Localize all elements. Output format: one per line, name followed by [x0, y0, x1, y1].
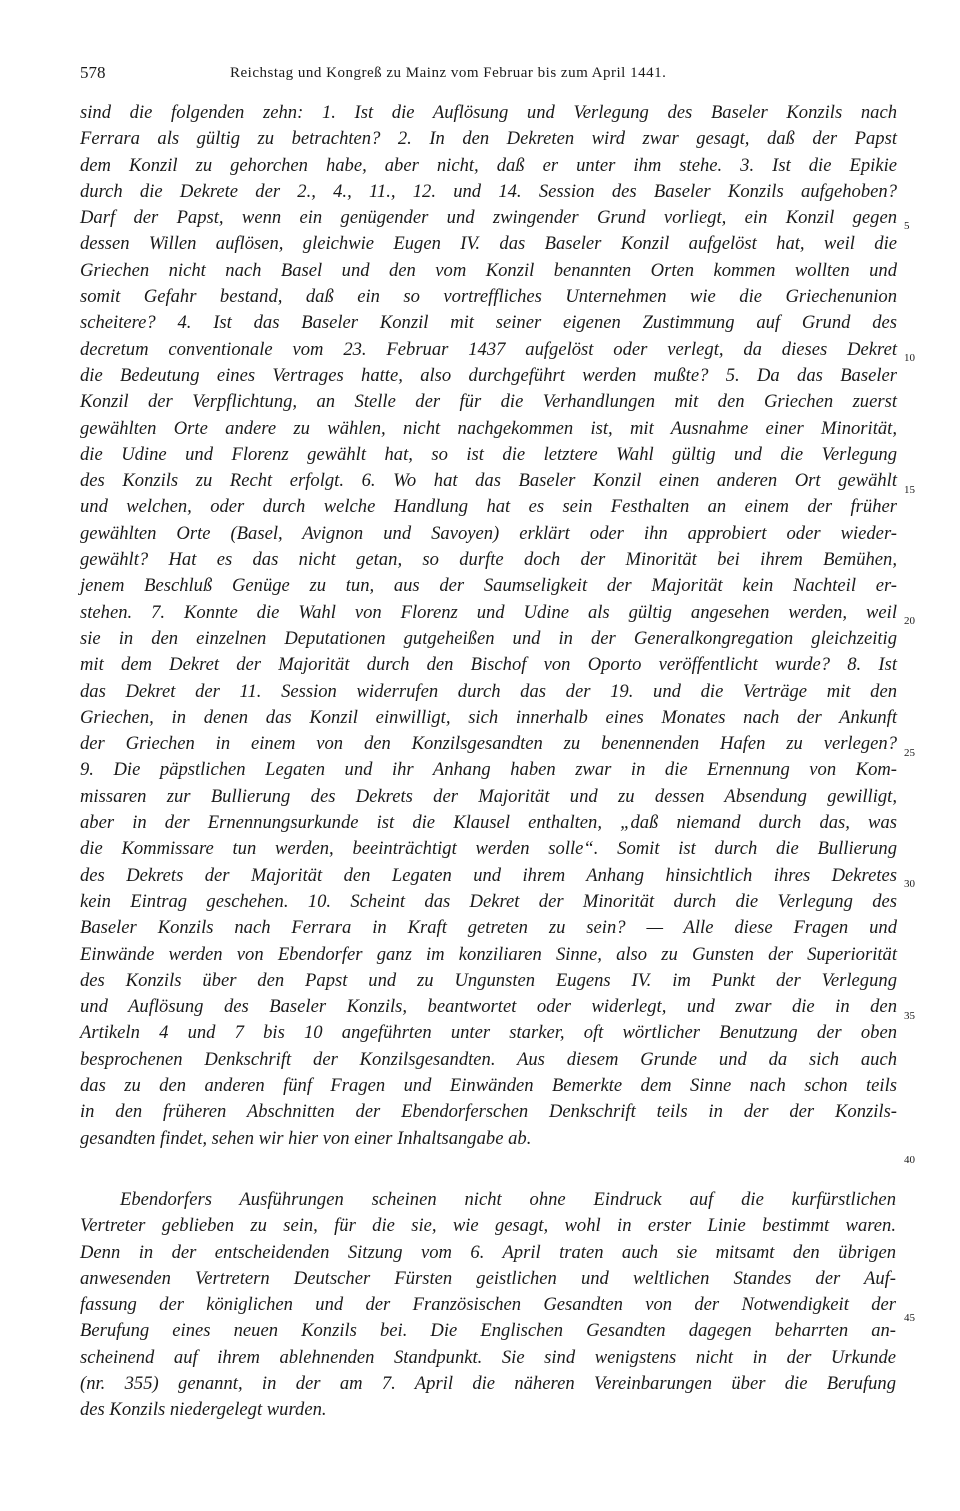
text-line: durch die Dekrete der 2., 4., 11., 12. und 14. Session des Baseler Konzils aufgehoben?: [80, 180, 897, 202]
text-line: die Udine und Florenz gewählt hat, so ist die letztere Wahl gültig und die Verlegung: [80, 443, 897, 465]
text-line: scheitere? 4. Ist das Baseler Konzil mit seiner eigenen Zustimmung auf Grund des: [80, 312, 897, 334]
text-line: dem Konzil zu gehorchen habe, aber nicht, daß er unter ihm stehe. 3. Ist die Epikie: [80, 154, 897, 176]
text-line: des Dekrets der Majorität den Legaten und ihrem Anhang hinsichtlich ihres Dekretes: [80, 864, 897, 886]
text-line: die Kommissare tun werden, beeinträchtigt werden solle“. Somit ist durch die Bullierung: [80, 838, 897, 860]
text-line: sie in den einzelnen Deputationen gutgeheißen und in der Generalkongregation gleichzeitig: [80, 627, 897, 649]
text-line: gewählten Orte andere zu wählen, nicht nachgekommen ist, mit Ausnahme einer Minorität,: [80, 417, 897, 439]
page-number: 578: [80, 63, 106, 82]
text-line: decretum conventionale vom 23. Februar 1437 aufgelöst oder verlegt, da dieses Dekret: [80, 338, 897, 360]
text-line: Vertreter geblieben zu sein, für die sie, wie gesagt, wohl in erster Linie bestimmt waren.: [80, 1215, 896, 1237]
text-line: Artikeln 4 und 7 bis 10 angeführten unter starker, oft wörtlicher Benutzung der oben: [80, 1022, 897, 1044]
text-line: und Auflösung des Baseler Konzils, beantwortet oder widerlegt, und zwar die in den: [80, 996, 897, 1018]
text-line: gewählten Orte (Basel, Avignon und Savoyen) erklärt oder ihn approbiert oder wieder-: [80, 522, 897, 544]
text-line: das zu den anderen fünf Fragen und Einwänden Bemerkte dem Sinne nach schon teils: [80, 1074, 897, 1096]
margin-line-number: 45: [904, 1312, 915, 1324]
text-line: des Konzils zu Recht erfolgt. 6. Wo hat das Baseler Konzil einen anderen Ort gewählt: [80, 470, 897, 492]
page-header: [80, 63, 900, 87]
text-line: jenem Beschluß Genüge zu tun, aus der Saumseligkeit der Majorität kein Nachteil er-: [80, 575, 897, 597]
margin-line-number: 15: [904, 484, 915, 496]
text-line: Baseler Konzils nach Ferrara in Kraft getreten zu sein? — Alle diese Fragen und: [80, 917, 897, 939]
text-line: missaren zur Bullierung des Dekrets der Majorität und zu dessen Absendung gewilligt,: [80, 785, 897, 807]
text-line: die Bedeutung eines Vertrages hatte, also durchgeführt werden mußte? 5. Da das Baseler: [80, 364, 897, 386]
text-line: Ebendorfers Ausführungen scheinen nicht ohne Eindruck auf die kurfürstlichen: [120, 1189, 896, 1210]
margin-line-number: 40: [904, 1154, 915, 1166]
text-line: dessen Willen auflösen, gleichwie Eugen IV. das Baseler Konzil aufgelöst hat, weil die: [80, 233, 897, 255]
paragraph-2: [80, 1187, 896, 1424]
text-line: in den früheren Abschnitten der Ebendorferschen Denkschrift teils in der der Konzils-: [80, 1101, 897, 1123]
text-line: und welchen, oder durch welche Handlung hat es sein Festhalten an einem der früher: [80, 496, 897, 518]
text-line: mit dem Dekret der Majorität durch den Bischof von Oporto veröffentlicht wurde? 8. Ist: [80, 654, 897, 676]
text-line: der Griechen in einem von den Konzilsgesandten zu benennenden Hafen zu verlegen?: [80, 733, 897, 755]
text-line: Denn in der entscheidenden Sitzung vom 6. April traten auch sie mitsamt den übrigen: [80, 1241, 896, 1263]
text-line: des Konzils niedergelegt wurden.: [80, 1399, 327, 1421]
text-line: Griechen nicht nach Basel und den vom Konzil benannten Orten kommen wollten und: [80, 259, 897, 281]
text-line: gesandten findet, sehen wir hier von einer Inhaltsangabe ab.: [80, 1127, 532, 1149]
text-line: aber in der Ernennungsurkunde ist die Klausel enthalten, „daß niemand durch das, was: [80, 812, 897, 834]
text-line: somit Gefahr bestand, daß ein so vortreffliches Unternehmen wie die Griechenunion: [80, 286, 897, 308]
text-line: des Konzils über den Papst und zu Ungunsten Eugens IV. im Punkt der Verlegung: [80, 969, 897, 991]
text-line: kein Eintrag geschehen. 10. Scheint das Dekret der Minorität durch die Verlegung des: [80, 890, 897, 912]
text-line: Ferrara als gültig zu betrachten? 2. In den Dekreten wird zwar gesagt, daß der Papst: [80, 128, 897, 150]
text-line: gewählt? Hat es das nicht getan, so durfte doch der Minorität bei ihrem Bemühen,: [80, 549, 897, 571]
paragraph-1: [80, 100, 897, 1152]
text-line: anwesenden Vertretern Deutscher Fürsten geistlichen und weltlichen Standes der Auf-: [80, 1267, 896, 1289]
margin-line-number: 5: [904, 220, 910, 232]
text-line: das Dekret der 11. Session widerrufen durch das der 19. und die Verträge mit den: [80, 680, 897, 702]
text-line: 9. Die päpstlichen Legaten und ihr Anhang haben zwar in die Ernennung von Kom-: [80, 759, 897, 781]
text-line: Darf der Papst, wenn ein genügender und zwingender Grund vorliegt, ein Konzil gegen: [80, 207, 897, 229]
margin-line-number: 20: [904, 615, 915, 627]
text-line: scheinend auf ihrem ablehnenden Standpunkt. Sie sind wenigstens nicht in der Urkunde: [80, 1346, 896, 1368]
text-line: (nr. 355) genannt, in der am 7. April die näheren Vereinbarungen über die Berufung: [80, 1373, 896, 1395]
margin-line-number: 35: [904, 1010, 915, 1022]
margin-line-number: 30: [904, 878, 915, 890]
margin-line-number: 10: [904, 352, 915, 364]
running-head: Reichstag und Kongreß zu Mainz vom Februar bis zum April 1441.: [230, 65, 667, 81]
margin-line-number: 25: [904, 747, 915, 759]
text-line: Einwände werden von Ebendorfer ganz im konziliaren Sinne, also zu Gunsten der Superiorität: [80, 943, 897, 965]
text-line: stehen. 7. Konnte die Wahl von Florenz und Udine als gültig angesehen werden, weil: [80, 601, 897, 623]
text-line: fassung der königlichen und der Französischen Gesandten von der Notwendigkeit der: [80, 1294, 896, 1316]
text-line: Griechen, in denen das Konzil einwilligt, sich innerhalb eines Monates nach der Ankunft: [80, 706, 897, 728]
text-line: sind die folgenden zehn: 1. Ist die Auflösung und Verlegung des Baseler Konzils nach: [80, 102, 897, 123]
text-line: Berufung eines neuen Konzils bei. Die Englischen Gesandten dagegen beharrten an-: [80, 1320, 896, 1342]
text-line: Konzil der Verpflichtung, an Stelle der für die Verhandlungen mit den Griechen zuerst: [80, 391, 897, 413]
text-line: besprochenen Denkschrift der Konzilsgesandten. Aus diesem Grunde und da sich auch: [80, 1048, 897, 1070]
